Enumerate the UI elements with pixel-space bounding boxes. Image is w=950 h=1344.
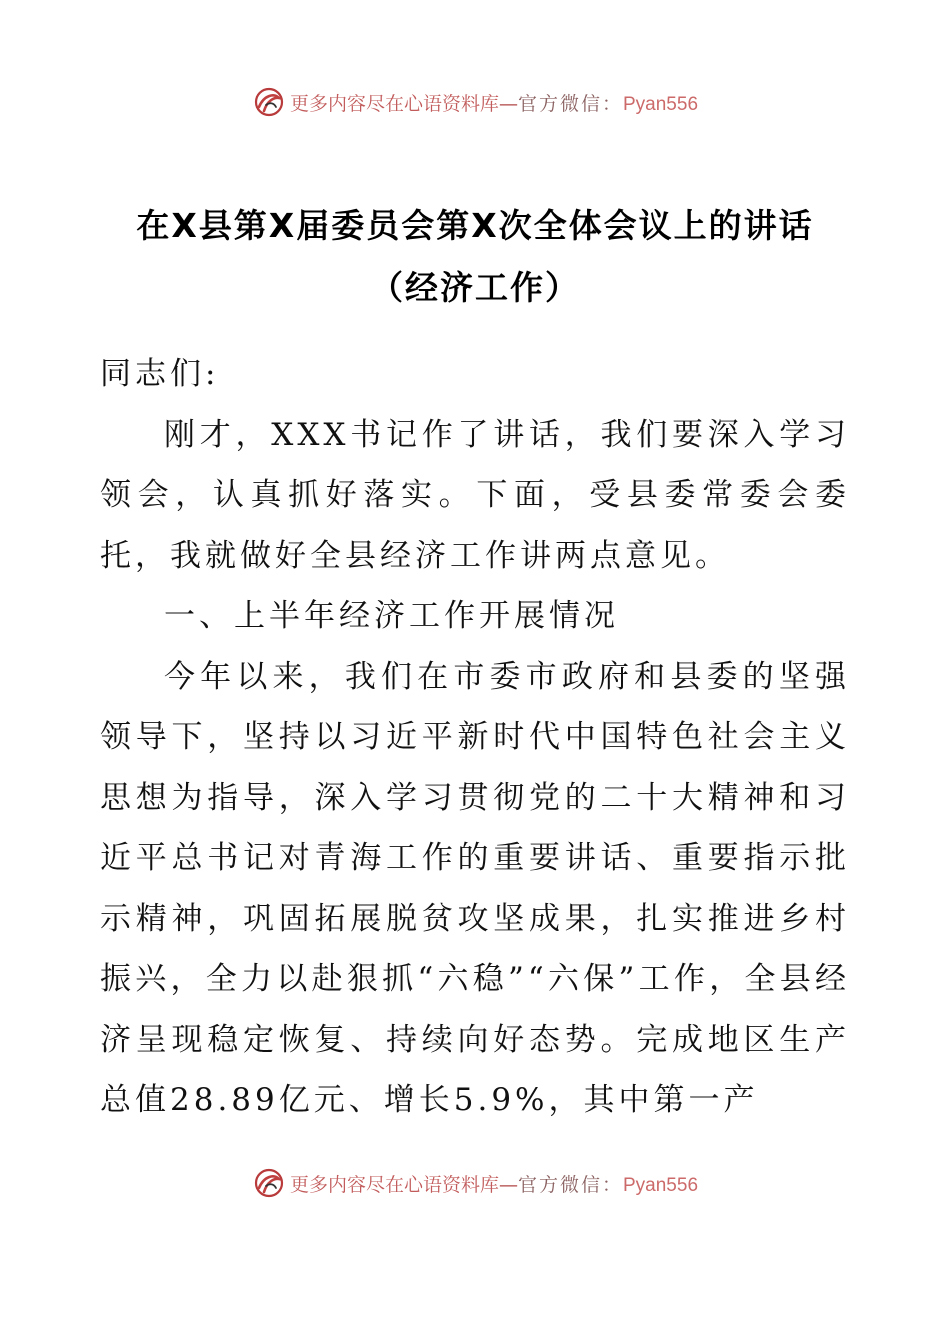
document-title: 在X县第X届委员会第X次全体会议上的讲话 (136, 206, 814, 245)
paragraph-review: 今年以来，我们在市委市政府和县委的坚强领导下，坚持以习近平新时代中国特色社会主义思想为指导，深入学习贯彻党的二十大精神和习近平总书记对青海工作的重要讲话、重要指示批示精神，巩固拓展脱贫攻坚成果，扎实推进乡村振兴，全力以赴狠抓“六稳”“六保”工作，全县经济呈现稳定恢复、持续向好态势。完成地区生产总值28.89亿元、增长5.9%，其中第一产 (100, 658, 850, 1118)
watermark-dash: — (498, 92, 518, 115)
salutation: 同志们: (100, 356, 220, 392)
watermark-text (290, 89, 698, 116)
watermark-banner-top (0, 82, 950, 122)
watermark-site-text: 更多内容尽在心语资料库 (289, 1173, 499, 1196)
swirl-logo-icon (252, 85, 286, 119)
section-heading: 一、上半年经济工作开展情况 (164, 598, 619, 634)
watermark-wechat-id: Pyan556 (623, 1174, 699, 1196)
watermark-banner-bottom (0, 1163, 950, 1203)
swirl-logo-icon (252, 1166, 286, 1200)
watermark-wechat-label: 官方微信： (517, 1173, 623, 1196)
watermark-wechat-label: 官方微信： (517, 92, 623, 115)
watermark-dash: — (498, 1173, 518, 1196)
watermark-site-text: 更多内容尽在心语资料库 (289, 92, 499, 115)
watermark-wechat-id: Pyan556 (623, 93, 699, 115)
document-body (100, 344, 850, 1131)
paragraph-intro: 刚才，XXX书记作了讲话，我们要深入学习领会，认真抓好落实。下面，受县委常委会委托，我就做好全县经济工作讲两点意见。 (100, 416, 850, 574)
document-subtitle: （经济工作） (370, 268, 580, 307)
watermark-text (290, 1170, 698, 1197)
